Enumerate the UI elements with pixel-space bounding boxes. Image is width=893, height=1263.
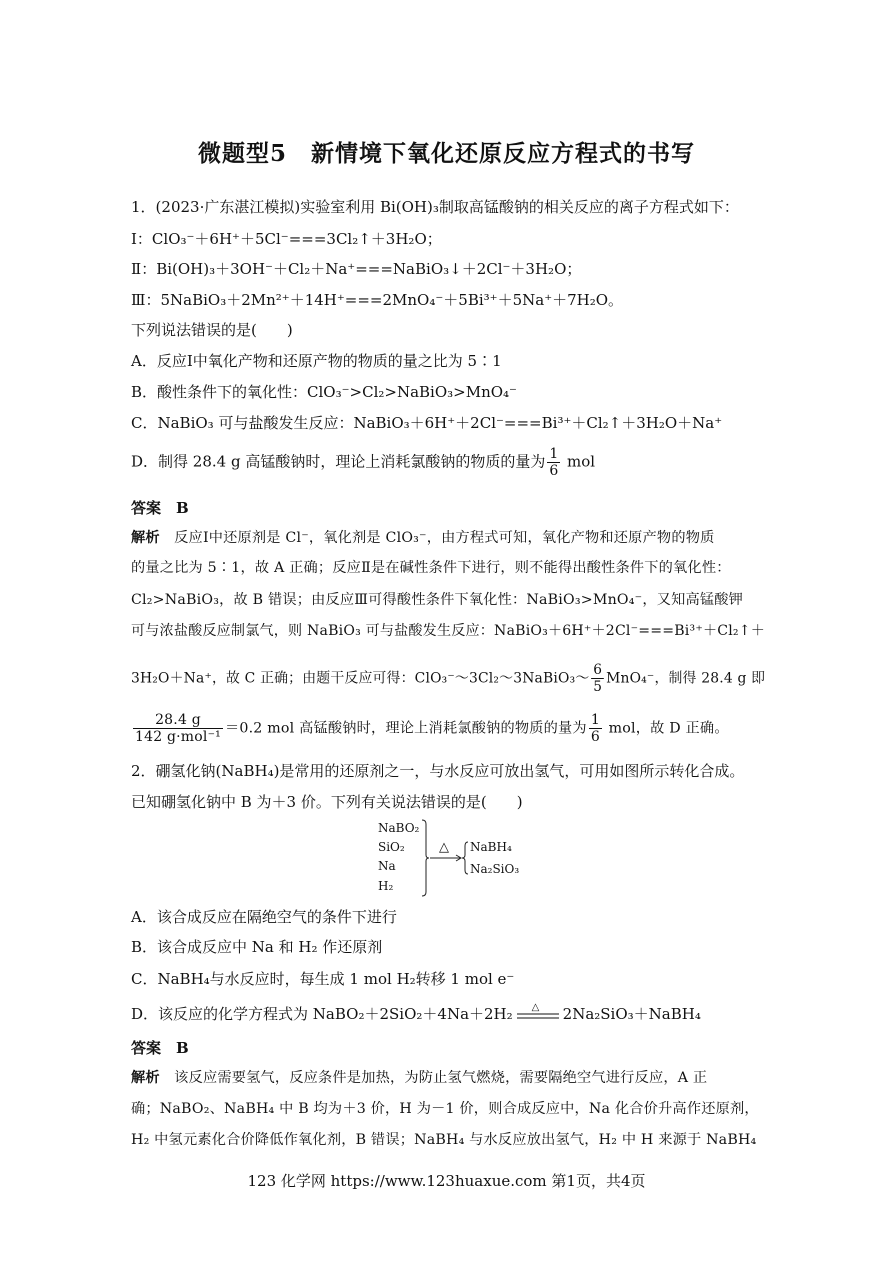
q1-explanation-3: Cl₂>NaBiO₃，故 B 错误；由反应Ⅲ可得酸性条件下氧化性：NaBiO₃>MnO₄⁻，又知高锰酸钾 (131, 592, 744, 608)
answer-label: 答案 (131, 499, 162, 517)
q1-equation-2: Ⅱ：Bi(OH)₃＋3OH⁻＋Cl₂＋Na⁺===NaBiO₃↓＋2Cl⁻＋3H₂O； (131, 260, 582, 278)
fraction-denominator: 142 g·mol⁻¹ (135, 729, 221, 745)
scheme-product: NaBH₄ (470, 840, 512, 854)
fraction-numerator: 1 (590, 712, 600, 728)
q2-option-c: C．NaBH₄与水反应时，每生成 1 mol H₂转移 1 mol e⁻ (131, 970, 515, 988)
q1-option-a: A．反应Ⅰ中氧化产物和还原产物的物质的量之比为 5∶1 (131, 352, 502, 370)
option-text: D．该反应的化学方程式为 NaBO₂＋2SiO₂＋4Na＋2H₂ (131, 1005, 513, 1023)
q1-option-d-fraction (547, 446, 560, 479)
q1-explanation-1 (131, 528, 714, 548)
explanation-text: 3H₂O＋Na⁺，故 C 正确；由题干反应可得：ClO₃⁻～3Cl₂～3NaBiO₃～ (131, 670, 590, 687)
scheme-product: Na₂SiO₃ (470, 862, 520, 876)
answer-value: B (176, 1039, 189, 1057)
q2-explanation-1 (131, 1068, 707, 1088)
q1-option-d-unit: mol (562, 452, 596, 471)
explanation-text: 该反应需要氢气，反应条件是加热，为防止氢气燃烧，需要隔绝空气进行反应，A 正 (174, 1070, 708, 1086)
q1-explanation-2: 的量之比为 5∶1，故 A 正确；反应Ⅱ是在碱性条件下进行，则不能得出酸性条件下的氧化性： (131, 560, 731, 576)
fraction-denominator: 5 (593, 679, 603, 695)
q1-stem: 1．(2023·广东湛江模拟)实验室利用 Bi(OH)₃制取高锰酸钠的相关反应的离子方程式如下： (131, 198, 739, 216)
q2-stem-1: 2．硼氢化钠(NaBH₄)是常用的还原剂之一，与水反应可放出氢气，可用如图所示转化合成。 (131, 762, 745, 780)
q1-explanation-5 (131, 662, 765, 695)
scheme-reactant: H₂ (378, 879, 394, 893)
scheme-reactant: SiO₂ (378, 840, 405, 854)
q1-option-c: C．NaBiO₃ 可与盐酸发生反应：NaBiO₃＋6H⁺＋2Cl⁻===Bi³⁺＋Cl₂↑＋3H₂O＋Na⁺ (131, 414, 723, 432)
scheme-reactant: NaBO₂ (378, 821, 420, 835)
fraction-numerator: 1 (549, 446, 559, 462)
q2-option-d (131, 1004, 701, 1024)
heat-condition-symbol: △ (531, 1002, 540, 1013)
q1-explanation-4: 可与浓盐酸反应制氯气，则 NaBiO₃ 可与盐酸发生反应：NaBiO₃＋6H⁺＋2Cl⁻===Bi³⁺＋Cl₂↑＋ (131, 623, 766, 639)
q2-explanation-3: H₂ 中氢元素化合价降低作氧化剂，B 错误；NaBH₄ 与水反应放出氢气，H₂ 中 H 来源于 NaBH₄ (131, 1132, 757, 1148)
q1-option-d (131, 446, 595, 479)
fraction-numerator: 6 (593, 662, 603, 678)
answer-value: B (176, 499, 189, 517)
heating-equals-sign (517, 1002, 559, 1023)
q1-equation-3: Ⅲ：5NaBiO₃＋2Mn²⁺＋14H⁺===2MnO₄⁻＋5Bi³⁺＋5Na⁺＋7H₂O。 (131, 291, 624, 309)
q1-option-b: B．酸性条件下的氧化性：ClO₃⁻>Cl₂>NaBiO₃>MnO₄⁻ (131, 383, 517, 401)
page-title: 微题型5 新情境下氧化还原反应方程式的书写 (197, 140, 695, 167)
q2-answer (131, 1038, 189, 1058)
page-footer: 123 化学网 https://www.123huaxue.com 第1页，共4页 (247, 1172, 646, 1190)
fraction-denominator: 6 (549, 463, 559, 479)
explanation-text: MnO₄⁻，制得 28.4 g 即 (606, 670, 766, 687)
q1-ask: 下列说法错误的是( ) (131, 321, 293, 339)
explanation-label: 解析 (131, 530, 160, 546)
explanation-label: 解析 (131, 1070, 160, 1086)
q1-option-d-text: D．制得 28.4 g 高锰酸钠时，理论上消耗氯酸钠的物质的量为 (131, 452, 546, 471)
q1-equation-1: Ⅰ：ClO₃⁻＋6H⁺＋5Cl⁻===3Cl₂↑＋3H₂O； (131, 230, 442, 248)
explanation-text: 反应Ⅰ中还原剂是 Cl⁻，氧化剂是 ClO₃⁻，由方程式可知，氧化产物和还原产物的物质 (174, 530, 715, 546)
explanation-text: mol，故 D 正确。 (603, 720, 729, 737)
option-text: 2Na₂SiO₃＋NaBH₄ (562, 1005, 701, 1023)
explanation-fraction (591, 662, 604, 695)
q1-explanation-6 (131, 712, 729, 745)
explanation-fraction (589, 712, 602, 745)
scheme-brackets-arrow (378, 818, 528, 898)
explanation-text: ＝0.2 mol 高锰酸钠时，理论上消耗氯酸钠的物质的量为 (224, 720, 587, 737)
scheme-reactant: Na (378, 859, 396, 873)
fraction-numerator: 28.4 g (133, 712, 223, 729)
q2-option-b: B．该合成反应中 Na 和 H₂ 作还原剂 (131, 938, 383, 956)
heat-condition-symbol: △ (439, 840, 449, 855)
double-line-icon (517, 1007, 559, 1023)
q1-answer (131, 498, 189, 518)
answer-label: 答案 (131, 1039, 162, 1057)
q2-explanation-2: 确；NaBO₂、NaBH₄ 中 B 均为＋3 价，H 为－1 价，则合成反应中，Na 化合价升高作还原剂， (131, 1101, 759, 1117)
q2-option-a: A．该合成反应在隔绝空气的条件下进行 (131, 908, 397, 926)
q2-stem-2: 已知硼氢化钠中 B 为＋3 价。下列有关说法错误的是( ) (131, 793, 523, 811)
explanation-fraction (133, 712, 223, 745)
fraction-denominator: 6 (590, 729, 600, 745)
reaction-scheme (378, 818, 528, 898)
